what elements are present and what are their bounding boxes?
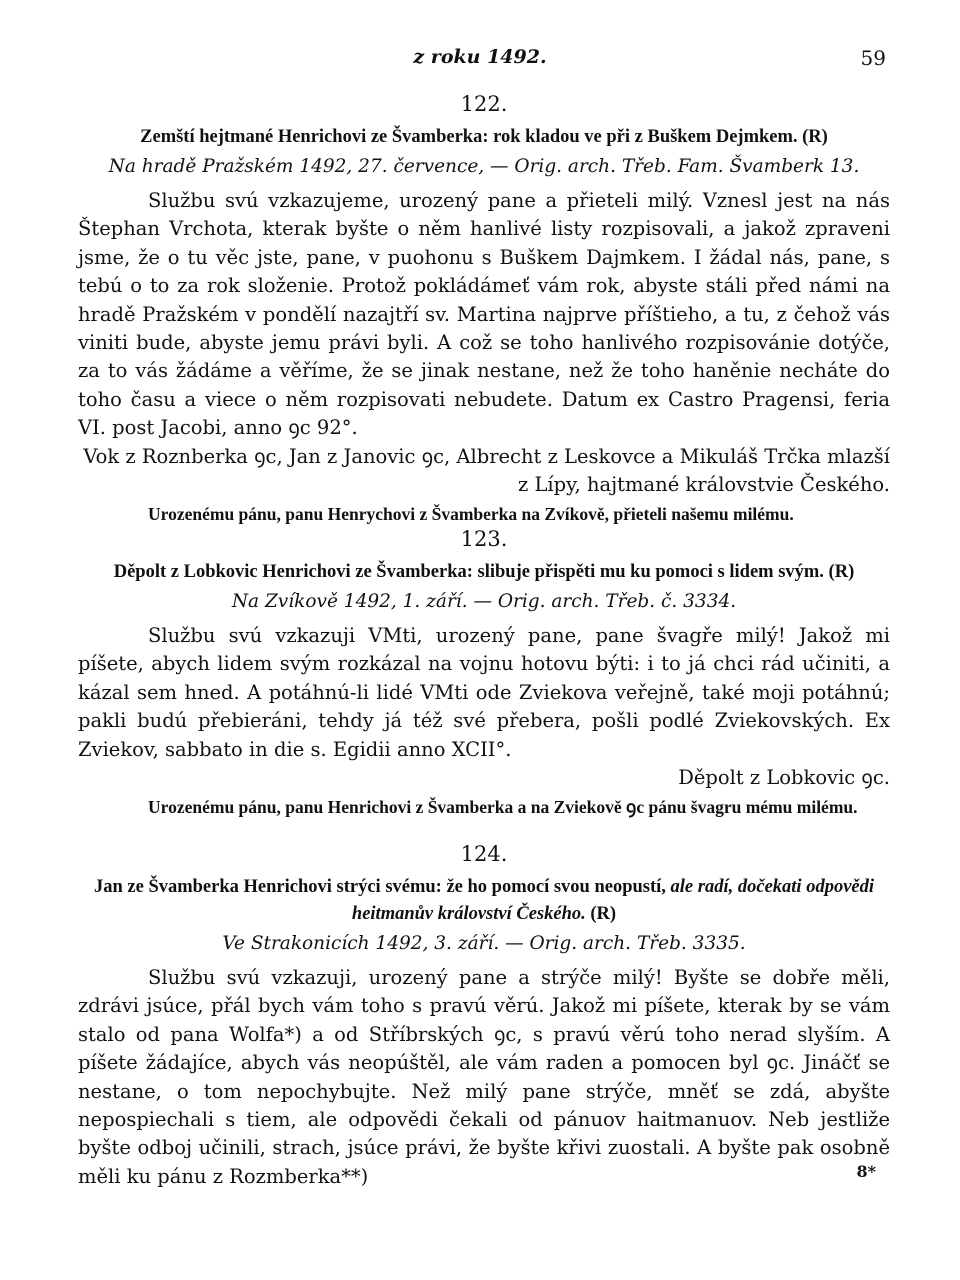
document-number: 123. (460, 527, 508, 551)
summary-region-mark: (R) (590, 904, 617, 924)
document-number: 122. (460, 92, 508, 116)
document-body: Službu svú vzkazuji VMti, urozený pane, pane švagře milý! Jakož mi píšete, abych lidem svým rozkázal na vojnu hotovu býti: i to já chci rád učiniti, a kázal sem hned. A potáhnú-li lidé VMti ode Zviekova veřejně, také moji potáhnú; pakli budú přebieráni, tehdy já též své přebera, pošli podlé Zviekovských. Ex Zviekov, sabbato in die s. Egidii anno XCII°. (78, 624, 890, 761)
document-summary: Zemští hejtmané Henrichovi ze Švamberka: rok kladou ve při z Buškem Dejmkem. (R) (140, 127, 828, 147)
running-header: z roku 1492. (413, 46, 547, 68)
document-123 (78, 527, 890, 820)
summary-text: Jan ze Švamberka Henrichovi strýci svému: že ho pomocí svou neopustí, (93, 877, 666, 897)
document-address: Urozenému pánu, panu Henrychovi z Švamberka na Zvíkově, přieteli našemu milému. (148, 504, 794, 525)
document-body: Službu svú vzkazuji, urozený pane a strýče milý! Byšte se dobře měli, zdrávi jsúce, přál bych vám toho s pravú věrú. Jakož mi píšete, kterak by se vám stalo od pana Wolfa*) a od Stříbrských ꝯc, s pravú věrú toho nerad slyším. A píšete žádajíce, abych vás neopúštěl, ale vám raden a pomocen byl ꝯc. Jináčť se nestane, o tom nepochybujte. Než milý pane strýče, mněť se zdá, abyšte nepospiechali s tiem, ale odpovědi čekali od pánuov haitmanuov. Neb jestliže byšte odboj učinili, strach, jsúce právi, že byšte křivi zuostali. A byšte pak osobně měli ku pánu z Rozmberka**) (78, 966, 890, 1188)
document-signature: Děpolt z Lobkovic ꝯc. (678, 766, 890, 790)
document-summary: Děpolt z Lobkovic Henrichovi ze Švamberka: slibuje přispěti mu ku pomoci s lidem svým. (R) (113, 562, 855, 582)
document-signature: Vok z Roznberka ꝯc, Jan z Janovic ꝯc, Albrecht z Leskovce a Mikuláš Trčka mlazší z Lípy, hajtmané královstvie Českého. (83, 444, 890, 497)
document-address: Urozenému pánu, panu Henrichovi z Švamberka a na Zviekově ꝯc pánu švagru mému milému. (148, 797, 858, 818)
document-body: Službu svú vzkazujeme, urozený pane a přieteli milý. Vznesl jest na nás Štephan Vrchota, kterak byšte o něm hanlivé listy rozpisovali, a jakož zpraveni jsme, že o tu věc jste, pane, v puohonu s Buškem Dajmkem. I žádal nás, pane, s tebú o to za rok složenie. Protož pokládámeť vám rok, abyste stáli před námi na hradě Pražském v pondělí nazajtří sv. Martina najprve příštieho, a tu, z čehož vás viniti bude, abyste jemu právi byli. A což se toho hanlivého rozpisovánie dotýče, za to vás žádáme a věříme, že se jinak nestane, než že toho haněnie necháte do toho času a viece o něm rozpisovati nebudete. Datum ex Castro Pragensi, feria VI. post Jacobi, anno ꝯc 92°. (78, 189, 890, 440)
signature-mark: 8* (856, 1162, 876, 1181)
document-source: Ve Strakonicích 1492, 3. září. — Orig. arch. Třeb. 3335. (222, 933, 746, 954)
document-124 (78, 842, 890, 1191)
document-summary (78, 874, 890, 928)
summary-italic-text: ale radí, dočekati odpovědi heitmanův království Českého. (351, 877, 875, 924)
document-122 (78, 92, 890, 527)
document-number: 124. (460, 842, 508, 866)
page-number: 59 (860, 46, 886, 70)
document-source: Na hradě Pražském 1492, 27. července, — Orig. arch. Třeb. Fam. Švamberk 13. (108, 156, 860, 177)
document-source: Na Zvíkově 1492, 1. září. — Orig. arch. Třeb. č. 3334. (231, 591, 737, 612)
